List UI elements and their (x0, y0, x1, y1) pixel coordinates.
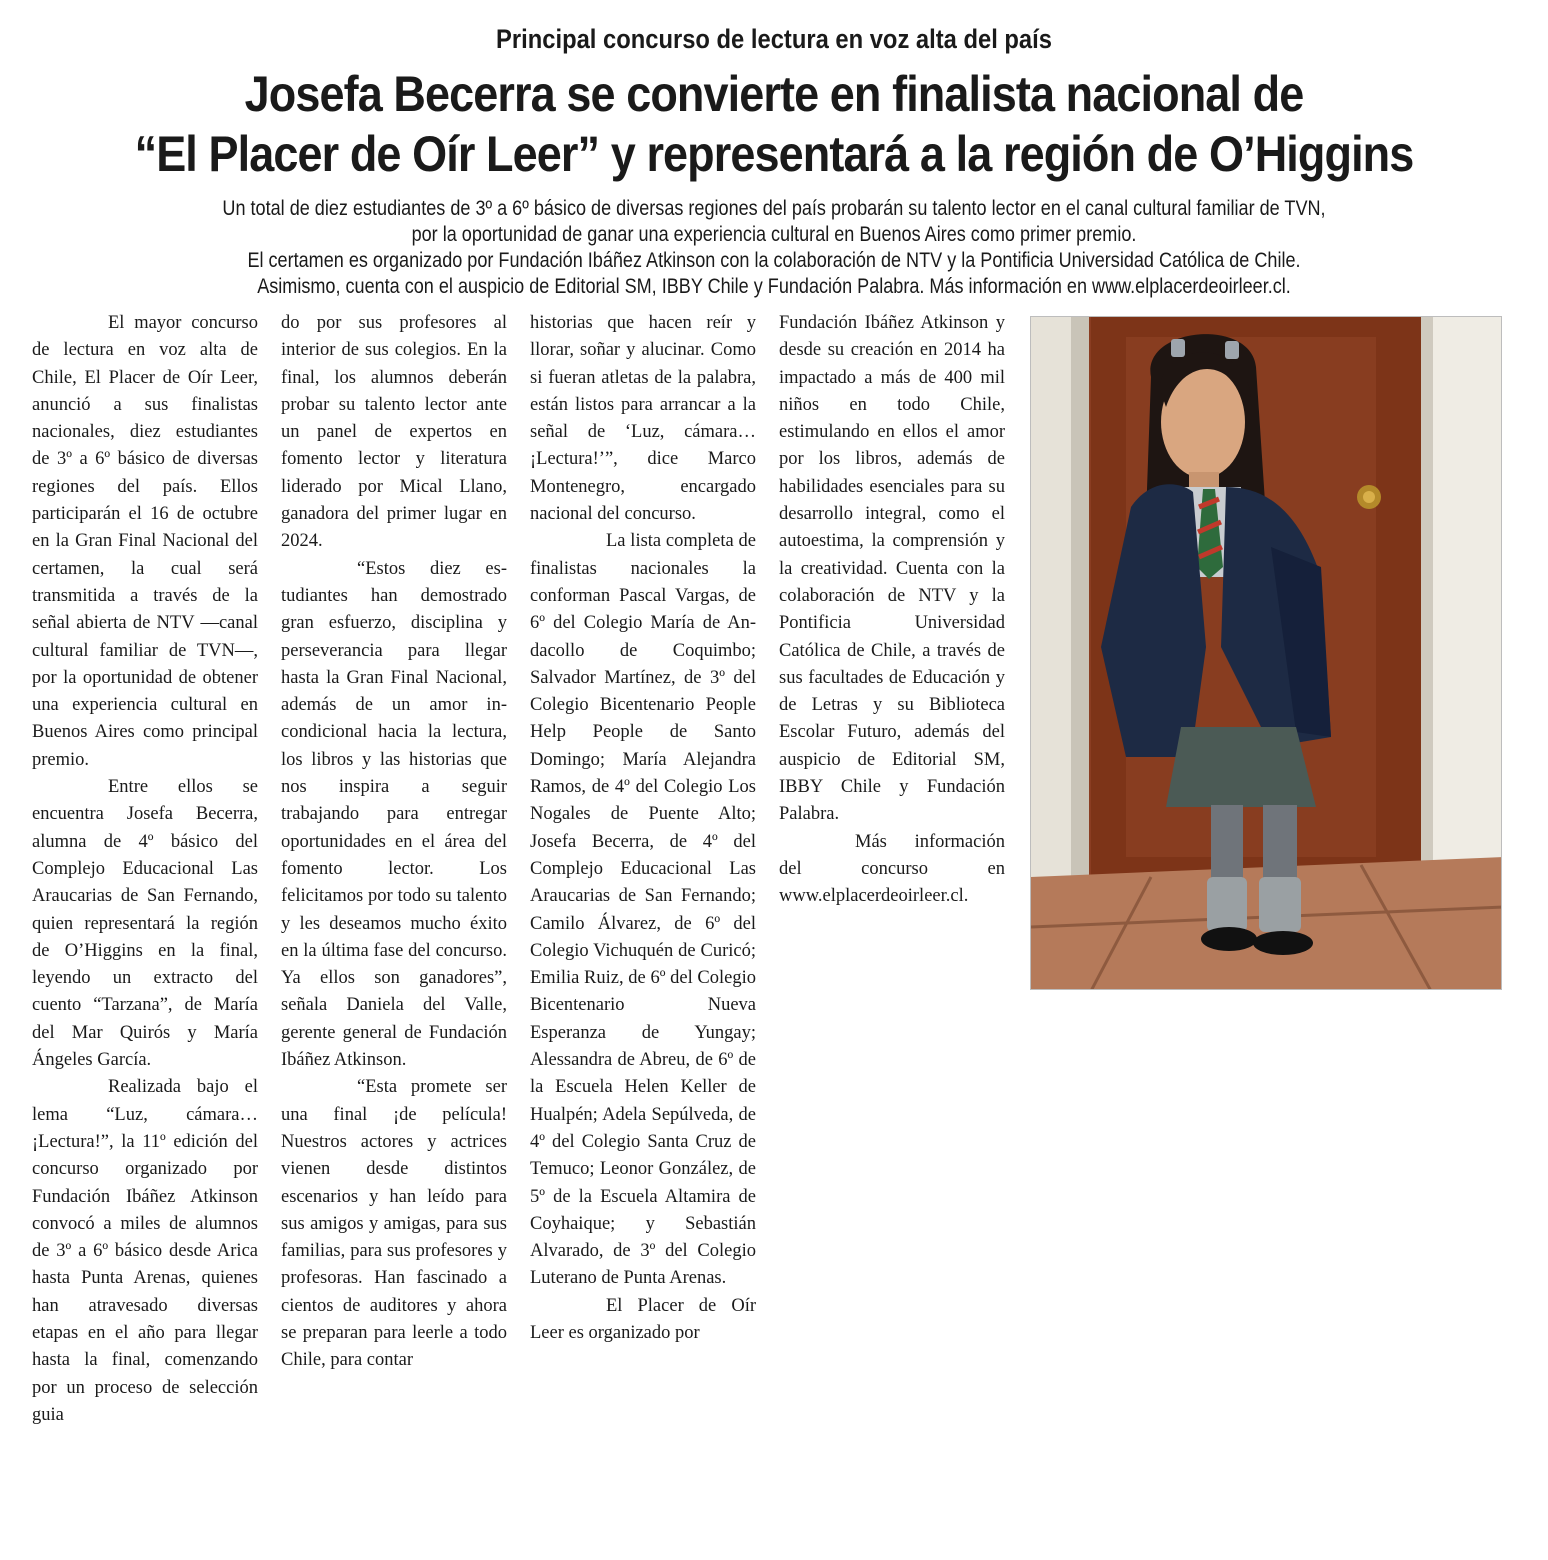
deck-line: por la oportunidad de ganar una experiencia cultural en Buenos Aires como primer premio. (411, 223, 1137, 246)
paragraph: do por sus profesores al interior de sus colegios. En la final, los alumnos deberán probar su talento lector ante un panel de expertos en fomento lector y literatura liderado por Mical Llano, ganadora del primer lugar en 2024. (281, 313, 507, 552)
body-column-3 (530, 310, 756, 1347)
paragraph: Entre ellos se encuentra Josefa Becerra, alumna de 4º básico del Complejo Educacional Las Araucarias de San Fernando, quien representará la región de O’Higgins en la final, leyendo un extracto del cuento “Tarzana”, de María del Mar Quirós y María Ángeles García. (32, 777, 258, 1071)
body-column-4 (779, 310, 1005, 911)
deck-line: Asimismo, cuenta con el auspicio de Editorial SM, IBBY Chile y Fundación Palabra. Más información en www.elplacerdeoirleer.cl. (257, 275, 1291, 298)
paragraph: La lista completa de finalistas nacionales la conforman Pascal Vargas, de 6º del Colegio María de Andacollo de Coquimbo; Salvador Martínez, de 3º del Colegio Bicentenario People Help People de Santo Domingo; María Alejandra Ramos, de 4º del Colegio Los Nogales de Puente Alto; Josefa Becerra, de 4º del Complejo Educacional Las Araucarias de San Fernando; Camilo Álvarez, de 6º del Colegio Vichuquén de Curicó; Emilia Ruiz, de 6º del Colegio Bicentenario Nueva Esperanza de Yungay; Alessandra de Abreu, de 6º de la Escuela Helen Keller de Hualpén; Adela Sepúlveda, de 4º del Colegio Santa Cruz de Temuco; Leonor González, de 5º de la Escuela Altamira de Coyhaique; y Sebastián Alvarado, de 3º del Colegio Luterano de Punta Arenas. (530, 531, 756, 1289)
body-column-1 (32, 310, 258, 1429)
paragraph: El Placer de Oír Leer es organizado por (530, 1295, 756, 1343)
paragraph: Realizada bajo el lema “Luz, cámara… ¡Lectura!”, la 11º edición del concurso organizado por Fundación Ibáñez Atkinson convocó a miles de alumnos de 3º a 6º básico desde Arica hasta Punta Arenas, quienes han atravesado diversas etapas en el año para llegar hasta la final, comenzando por un proceso de selección guia (32, 1077, 258, 1425)
student-photo (1030, 316, 1502, 990)
paragraph: Fundación Ibáñez Atkinson y desde su creación en 2014 ha impactado a más de 400 mil niños en todo Chile, estimulando en ellos el amor por los libros, además de habilidades esenciales para su desarrollo integral, como el autoestima, la comprensión y la creatividad. Cuenta con la colaboración de NTV y la Pontificia Universidad Católica de Chile, a través de sus facultades de Educación y de Letras y su Biblioteca Escolar Futuro, además del auspicio de Editorial SM, IBBY Chile y Fundación Palabra. (779, 313, 1005, 825)
headline-line-1: Josefa Becerra se convierte en finalista nacional de (244, 66, 1304, 122)
deck-line: Un total de diez estudiantes de 3º a 6º básico de diversas regiones del país probarán su talento lector en el canal cultural familiar de TVN, (222, 197, 1326, 220)
article-deck (108, 196, 1439, 300)
paragraph: historias que hacen reír y llorar, soñar y alucinar. Como si fueran atletas de la palabra, están listos para arrancar a la señal de ‘Luz, cámara… ¡Lectura!’”, dice Marco Montenegro, encargado nacional del concurso. (530, 313, 756, 525)
paragraph: “Estos diez estudiantes han demostrado gran esfuerzo, disciplina y perseverancia para llegar hasta la Gran Final Nacional, además de un amor incondicional hacia la lectura, los libros y las historias que nos inspira a seguir trabajando para entregar oportunidades en el área del fomento lector. Los felicitamos por todo su talento y les deseamos mucho éxito en la última fase del concurso. Ya ellos son ganadores”, señala Daniela del Valle, gerente general de Fundación Ibáñez Atkinson. (281, 558, 507, 1071)
article-kicker: Principal concurso de lectura en voz alta del país (496, 24, 1052, 54)
headline-line-2: “El Placer de Oír Leer” y representará a la región de O’Higgins (134, 126, 1414, 182)
deck-line: El certamen es organizado por Fundación Ibáñez Atkinson con la colaboración de NTV y la Pontificia Universidad Católica de Chile. (247, 249, 1301, 272)
paragraph: El mayor concurso de lectura en voz alta de Chile, El Placer de Oír Leer, anunció a sus finalistas nacionales, diez estudiantes de 3º a 6º básico de diversas regiones del país. Ellos participarán el 16 de octubre en la Gran Final Nacional del certamen, la cual será transmitida a través de la señal abierta de NTV —canal cultural familiar de TVN—, por la oportunidad de obtener una experiencia cultural en Buenos Aires como principal premio. (32, 313, 258, 770)
paragraph: “Esta promete ser una final ¡de película! Nuestros actores y actrices vienen desde distintos escenarios y han leído para sus amigos y amigas, para sus familias, para sus profesores y profesoras. Han fascinado a cientos de auditores y ahora se preparan para leerle a todo Chile, para contar (281, 1077, 507, 1371)
article-headline (77, 64, 1470, 184)
paragraph: Más información del concurso en www.elplacerdeoirleer.cl. (779, 831, 1005, 907)
body-column-2 (281, 310, 507, 1375)
